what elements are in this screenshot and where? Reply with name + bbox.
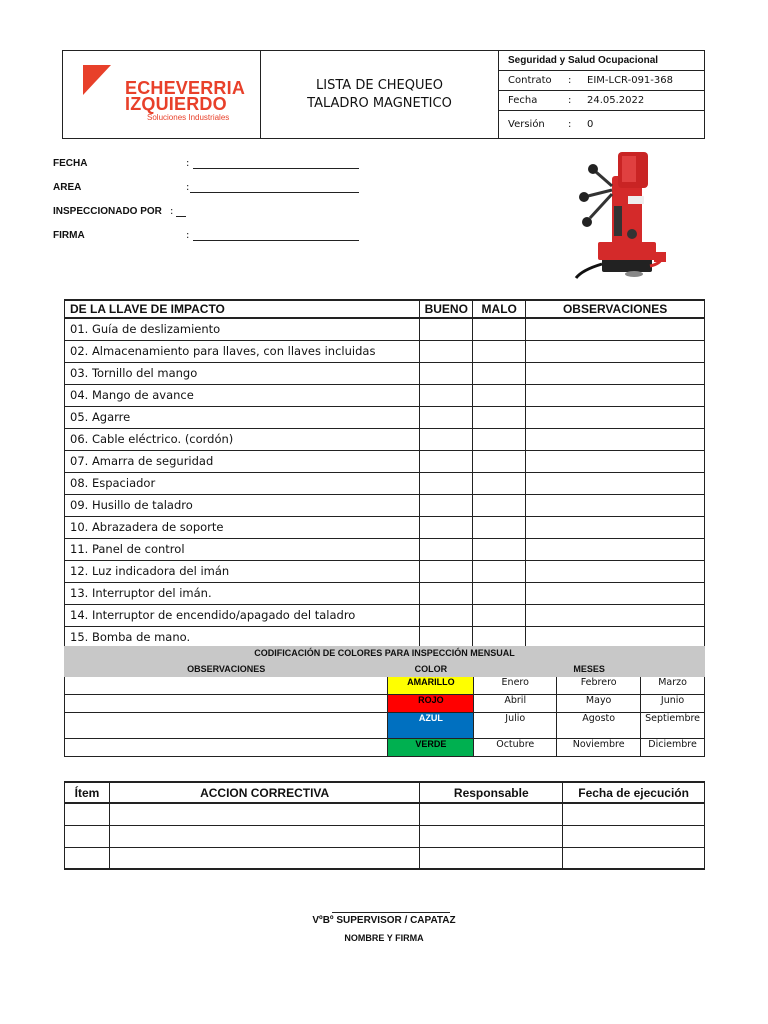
checklist-item-label: 12. Luz indicadora del imán	[65, 560, 420, 582]
bueno-cell[interactable]	[420, 626, 473, 648]
malo-cell[interactable]	[473, 516, 526, 538]
cc-header-meses: MESES	[474, 661, 705, 677]
checklist-item-label: 08. Espaciador	[65, 472, 420, 494]
malo-cell[interactable]	[473, 384, 526, 406]
title-line1: LISTA DE CHEQUEO	[316, 77, 443, 93]
signature-role: VºBº SUPERVISOR / CAPATAZ	[312, 915, 456, 926]
checklist-row	[65, 604, 705, 626]
col-header-bueno: BUENO	[420, 300, 473, 318]
observaciones-cell[interactable]	[526, 340, 705, 362]
label-firma: FIRMA	[53, 230, 85, 241]
signature-name-label: NOMBRE Y FIRMA	[344, 933, 424, 943]
checklist-row	[65, 340, 705, 362]
bueno-cell[interactable]	[420, 604, 473, 626]
responsable-cell[interactable]	[420, 847, 563, 869]
color-swatch: ROJO	[388, 695, 474, 713]
meta-version: Versión : 0	[508, 119, 594, 130]
item-cell[interactable]	[65, 803, 110, 825]
checklist-table	[64, 299, 705, 649]
corrective-row	[65, 825, 705, 847]
malo-cell[interactable]	[473, 560, 526, 582]
checklist-item-label: 03. Tornillo del mango	[65, 362, 420, 384]
checklist-item-label: 07. Amarra de seguridad	[65, 450, 420, 472]
malo-cell[interactable]	[473, 428, 526, 450]
checklist-row	[65, 626, 705, 648]
checklist-row	[65, 494, 705, 516]
checklist-item-label: 10. Abrazadera de soporte	[65, 516, 420, 538]
checklist-row	[65, 472, 705, 494]
checklist-row	[65, 362, 705, 384]
observaciones-cell[interactable]	[526, 406, 705, 428]
item-cell[interactable]	[65, 825, 110, 847]
month-cell: Noviembre	[557, 739, 641, 757]
col-header-accion: ACCION CORRECTIVA	[109, 782, 419, 803]
bueno-cell[interactable]	[420, 406, 473, 428]
malo-cell[interactable]	[473, 582, 526, 604]
responsable-cell[interactable]	[420, 803, 563, 825]
firma-field[interactable]	[193, 240, 359, 241]
fecha-ejecucion-cell[interactable]	[563, 847, 705, 869]
logo-mark-icon	[83, 65, 111, 95]
month-cell: Julio	[474, 713, 557, 739]
document-header	[62, 50, 705, 139]
corrective-action-table	[64, 781, 705, 870]
logo-line2: IZQUIERDO	[125, 94, 227, 114]
col-header-fecha-ejecucion: Fecha de ejecución	[563, 782, 705, 803]
checklist-row	[65, 406, 705, 428]
month-cell: Febrero	[557, 677, 641, 695]
fecha-field[interactable]	[193, 168, 359, 169]
bueno-cell[interactable]	[420, 582, 473, 604]
observaciones-cell[interactable]	[526, 604, 705, 626]
label-inspeccionado: INSPECCIONADO POR	[53, 206, 162, 217]
observaciones-cell[interactable]	[526, 428, 705, 450]
logo-tagline: Soluciones Industriales	[147, 113, 230, 122]
checklist-item-label: 14. Interruptor de encendido/apagado del taladro	[65, 604, 420, 626]
bueno-cell[interactable]	[420, 494, 473, 516]
observaciones-cell[interactable]	[526, 472, 705, 494]
checklist-item-label: 13. Interruptor del imán.	[65, 582, 420, 604]
bueno-cell[interactable]	[420, 428, 473, 450]
meta-fecha: Fecha : 24.05.2022	[499, 91, 704, 111]
responsable-cell[interactable]	[420, 825, 563, 847]
color-code-row	[65, 695, 705, 713]
col-header-item: DE LA LLAVE DE IMPACTO	[65, 300, 420, 318]
checklist-row	[65, 538, 705, 560]
meta-contrato: Contrato : EIM-LCR-091-368	[499, 71, 704, 91]
checklist-item-label: 05. Agarre	[65, 406, 420, 428]
month-cell: Enero	[474, 677, 557, 695]
area-field[interactable]	[190, 192, 359, 193]
meta-section: Seguridad y Salud Ocupacional	[499, 51, 704, 71]
color-code-table	[64, 660, 705, 757]
month-cell: Junio	[641, 695, 705, 713]
bueno-cell[interactable]	[420, 362, 473, 384]
observaciones-cell[interactable]	[526, 318, 705, 340]
cc-header-observaciones: OBSERVACIONES	[65, 661, 388, 677]
fecha-ejecucion-cell[interactable]	[563, 803, 705, 825]
checklist-item-label: 02. Almacenamiento para llaves, con llaves incluidas	[65, 340, 420, 362]
checklist-row	[65, 384, 705, 406]
col-header-observaciones: OBSERVACIONES	[526, 300, 705, 318]
month-cell: Mayo	[557, 695, 641, 713]
col-header-item-num: Ítem	[65, 782, 110, 803]
malo-cell[interactable]	[473, 494, 526, 516]
checklist-item-label: 04. Mango de avance	[65, 384, 420, 406]
observaciones-cell[interactable]	[526, 582, 705, 604]
checklist-row	[65, 516, 705, 538]
item-cell[interactable]	[65, 847, 110, 869]
observaciones-cell[interactable]	[526, 560, 705, 582]
inspeccionado-field[interactable]	[176, 216, 186, 217]
cc-observaciones-cell[interactable]	[65, 739, 388, 757]
month-cell: Marzo	[641, 677, 705, 695]
malo-cell[interactable]	[473, 340, 526, 362]
corrective-row	[65, 803, 705, 825]
accion-cell[interactable]	[109, 803, 419, 825]
bueno-cell[interactable]	[420, 516, 473, 538]
malo-cell[interactable]	[473, 318, 526, 340]
month-cell: Diciembre	[641, 739, 705, 757]
cc-observaciones-cell[interactable]	[65, 677, 388, 695]
bueno-cell[interactable]	[420, 560, 473, 582]
corrective-header-row	[65, 782, 705, 803]
logo-line1: ECHEVERRIA	[125, 78, 246, 98]
checklist-row	[65, 428, 705, 450]
col-header-responsable: Responsable	[420, 782, 563, 803]
observaciones-cell[interactable]	[526, 494, 705, 516]
accion-cell[interactable]	[109, 825, 419, 847]
label-fecha: FECHA	[53, 158, 88, 169]
observaciones-cell[interactable]	[526, 516, 705, 538]
checklist-row	[65, 582, 705, 604]
month-cell: Abril	[474, 695, 557, 713]
cc-header-color: COLOR	[388, 661, 474, 677]
malo-cell[interactable]	[473, 406, 526, 428]
color-code-row	[65, 739, 705, 757]
checklist-item-label: 09. Husillo de taladro	[65, 494, 420, 516]
checklist-item-label: 15. Bomba de mano.	[65, 626, 420, 648]
checklist-row	[65, 560, 705, 582]
bueno-cell[interactable]	[420, 450, 473, 472]
malo-cell[interactable]	[473, 472, 526, 494]
checklist-item-label: 01. Guía de deslizamiento	[65, 318, 420, 340]
color-code-header-row	[65, 661, 705, 677]
month-cell: Octubre	[474, 739, 557, 757]
color-swatch: AMARILLO	[388, 677, 474, 695]
malo-cell[interactable]	[473, 450, 526, 472]
bueno-cell[interactable]	[420, 538, 473, 560]
cc-observaciones-cell[interactable]	[65, 695, 388, 713]
checklist-header-row	[65, 300, 705, 318]
accion-cell[interactable]	[109, 847, 419, 869]
col-header-malo: MALO	[473, 300, 526, 318]
bueno-cell[interactable]	[420, 318, 473, 340]
color-swatch: AZUL	[388, 713, 474, 739]
bueno-cell[interactable]	[420, 472, 473, 494]
color-code-row	[65, 677, 705, 695]
cc-observaciones-cell[interactable]	[65, 713, 388, 739]
corrective-row	[65, 847, 705, 869]
month-cell: Septiembre	[641, 713, 705, 739]
signature-line	[332, 912, 450, 913]
observaciones-cell[interactable]	[526, 538, 705, 560]
malo-cell[interactable]	[473, 538, 526, 560]
document-title	[261, 51, 499, 138]
checklist-row	[65, 318, 705, 340]
color-swatch: VERDE	[388, 739, 474, 757]
observaciones-cell[interactable]	[526, 450, 705, 472]
fecha-ejecucion-cell[interactable]	[563, 825, 705, 847]
label-area: AREA	[53, 182, 82, 193]
checklist-item-label: 11. Panel de control	[65, 538, 420, 560]
bueno-cell[interactable]	[420, 340, 473, 362]
magnetic-drill-image	[562, 146, 672, 280]
checklist-item-label: 06. Cable eléctrico. (cordón)	[65, 428, 420, 450]
checklist-row	[65, 450, 705, 472]
company-logo	[63, 51, 261, 138]
malo-cell[interactable]	[473, 626, 526, 648]
color-code-title: CODIFICACIÓN DE COLORES PARA INSPECCIÓN MENSUAL	[64, 646, 705, 660]
document-meta	[499, 51, 704, 138]
malo-cell[interactable]	[473, 362, 526, 384]
title-line2: TALADRO MAGNETICO	[307, 95, 452, 111]
observaciones-cell[interactable]	[526, 626, 705, 648]
observaciones-cell[interactable]	[526, 384, 705, 406]
observaciones-cell[interactable]	[526, 362, 705, 384]
color-code-row	[65, 713, 705, 739]
malo-cell[interactable]	[473, 604, 526, 626]
month-cell: Agosto	[557, 713, 641, 739]
bueno-cell[interactable]	[420, 384, 473, 406]
